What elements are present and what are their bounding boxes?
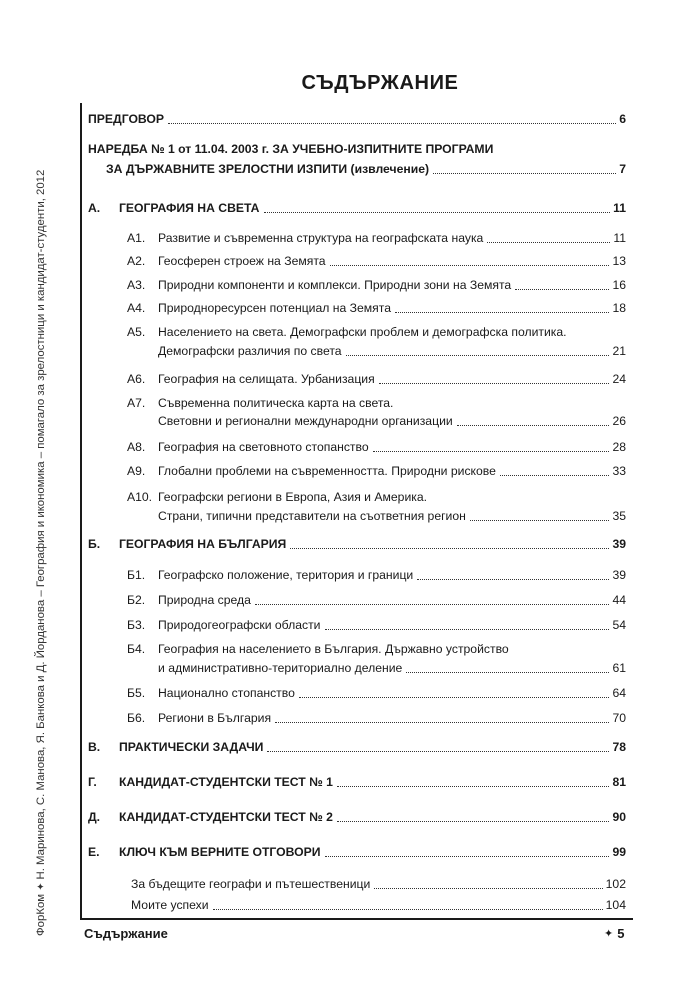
dot-leader bbox=[373, 451, 610, 452]
toc-item-a6[interactable] bbox=[127, 372, 626, 387]
dot-leader bbox=[374, 888, 602, 889]
toc-page-number: 90 bbox=[612, 810, 626, 824]
item-label: Глобални проблеми на съвременността. Природни рискове bbox=[158, 464, 496, 478]
toc-section-d[interactable] bbox=[88, 810, 626, 825]
publisher-name: ФорКом bbox=[35, 893, 47, 936]
toc-section-g[interactable] bbox=[88, 775, 626, 790]
toc-page-number: 81 bbox=[612, 775, 626, 789]
footer-page bbox=[604, 926, 624, 941]
item-label: География на световното стопанство bbox=[158, 440, 369, 454]
item-code: А3. bbox=[127, 278, 146, 292]
toc-page-number: 16 bbox=[612, 278, 626, 292]
dot-leader bbox=[330, 265, 610, 266]
frame-bottom-rule bbox=[80, 918, 633, 920]
toc-page-number: 104 bbox=[605, 898, 626, 912]
toc-page-number: 39 bbox=[612, 537, 626, 551]
item-code: А8. bbox=[127, 440, 146, 454]
section-letter: Д. bbox=[88, 810, 101, 824]
book-credits: Н. Маринова, С. Манова, Я. Банкова и Д. Йорданова – География и икономика – помагало за зрелостници и кандидат-студенти, 2012 bbox=[35, 169, 47, 880]
toc-item-b6[interactable] bbox=[127, 711, 626, 726]
section-label: ПРАКТИЧЕСКИ ЗАДАЧИ bbox=[119, 740, 264, 754]
dot-leader bbox=[487, 242, 610, 243]
section-letter: Б. bbox=[88, 537, 101, 551]
item-label: Географски региони в Европа, Азия и Америка. bbox=[158, 490, 428, 504]
item-label: Страни, типични представители на съответния регион bbox=[158, 509, 466, 523]
item-label: Географско положение, територия и граници bbox=[158, 568, 414, 582]
toc-page-number: 54 bbox=[612, 618, 626, 632]
item-code: А2. bbox=[127, 254, 146, 268]
dot-leader bbox=[299, 697, 610, 698]
dot-leader bbox=[337, 786, 610, 787]
toc-item-a5-first-line[interactable] bbox=[127, 325, 567, 340]
dot-leader bbox=[346, 355, 610, 356]
section-label: ГЕОГРАФИЯ НА СВЕТА bbox=[119, 201, 260, 215]
toc-page-number: 24 bbox=[612, 372, 626, 386]
toc-page-number: 11 bbox=[613, 201, 626, 215]
item-label: Съвременна политическа карта на света. bbox=[158, 396, 394, 410]
item-code: А5. bbox=[127, 325, 146, 339]
item-code: Б2. bbox=[127, 593, 146, 607]
toc-item-b5[interactable] bbox=[127, 686, 626, 701]
toc-page-number: 64 bbox=[612, 686, 626, 700]
toc-page-number: 102 bbox=[605, 877, 626, 891]
toc-item-a4[interactable] bbox=[127, 301, 626, 316]
item-code: А7. bbox=[127, 396, 146, 410]
dot-leader bbox=[406, 672, 609, 673]
item-label: и административно-териториално деление bbox=[158, 661, 403, 675]
dot-leader bbox=[290, 548, 609, 549]
dot-leader bbox=[267, 751, 609, 752]
toc-page-number: 21 bbox=[612, 344, 626, 358]
toc-page-number: 28 bbox=[612, 440, 626, 454]
toc-page-number: 99 bbox=[612, 845, 626, 859]
side-caption bbox=[31, 156, 51, 936]
toc-item-a10[interactable] bbox=[158, 509, 626, 524]
dot-leader bbox=[395, 312, 609, 313]
toc-entry-label: ЗА ДЪРЖАВНИТЕ ЗРЕЛОСТНИ ИЗПИТИ (извлечение) bbox=[106, 162, 430, 176]
item-label: Населението на света. Демографски проблем и демографска политика. bbox=[158, 325, 567, 339]
toc-page-number: 44 bbox=[612, 593, 626, 607]
dot-leader bbox=[168, 123, 616, 124]
section-label: КАНДИДАТ-СТУДЕНТСКИ ТЕСТ № 1 bbox=[119, 775, 333, 789]
toc-item-a10-first-line[interactable] bbox=[127, 490, 427, 505]
item-label: Развитие и съвременна структура на географската наука bbox=[158, 231, 484, 245]
item-label: Природноресурсен потенциал на Земята bbox=[158, 301, 391, 315]
item-code: А10. bbox=[127, 490, 153, 504]
toc-page-number: 18 bbox=[612, 301, 626, 315]
dot-leader bbox=[337, 821, 610, 822]
section-letter: Г. bbox=[88, 775, 97, 789]
footer-section-name: Съдържание bbox=[84, 926, 168, 941]
dot-leader bbox=[275, 722, 609, 723]
dot-leader bbox=[457, 425, 610, 426]
item-code: Б3. bbox=[127, 618, 146, 632]
item-label: Природни компоненти и комплекси. Природни зони на Земята bbox=[158, 278, 512, 292]
section-label: КЛЮЧ КЪМ ВЕРНИТЕ ОТГОВОРИ bbox=[119, 845, 321, 859]
item-label: Моите успехи bbox=[131, 898, 209, 912]
item-label: Световни и регионални международни организации bbox=[158, 414, 453, 428]
toc-item-a2[interactable] bbox=[127, 254, 626, 269]
toc-page-number: 61 bbox=[612, 661, 626, 675]
dot-leader bbox=[515, 289, 609, 290]
toc-page-number: 6 bbox=[619, 112, 626, 126]
toc-entry-ordinance-line1[interactable]: НАРЕДБА № 1 от 11.04. 2003 г. ЗА УЧЕБНО-ИЗПИТНИТЕ ПРОГРАМИ bbox=[88, 142, 494, 156]
toc-page-number: 7 bbox=[619, 162, 626, 176]
toc-page-number: 35 bbox=[612, 509, 626, 523]
toc-item-a7-first-line[interactable] bbox=[127, 396, 393, 411]
item-code: Б6. bbox=[127, 711, 146, 725]
item-label: География на селищата. Урбанизация bbox=[158, 372, 375, 386]
section-letter: Е. bbox=[88, 845, 100, 859]
footer-page-number: 5 bbox=[617, 926, 625, 941]
item-label: Национално стопанство bbox=[158, 686, 295, 700]
section-letter: В. bbox=[88, 740, 101, 754]
dot-leader bbox=[325, 629, 610, 630]
toc-page-number: 39 bbox=[612, 568, 626, 582]
item-label: Региони в България bbox=[158, 711, 272, 725]
item-label: Природогеографски области bbox=[158, 618, 321, 632]
dot-leader bbox=[264, 212, 611, 213]
toc-entry-ordinance[interactable] bbox=[106, 162, 626, 177]
page-title: СЪДЪРЖАНИЕ bbox=[301, 72, 459, 94]
toc-extra-my-successes[interactable] bbox=[131, 898, 626, 913]
toc-item-b1[interactable] bbox=[127, 568, 626, 583]
dot-leader bbox=[417, 579, 609, 580]
dot-leader bbox=[500, 475, 610, 476]
section-label: КАНДИДАТ-СТУДЕНТСКИ ТЕСТ № 2 bbox=[119, 810, 333, 824]
toc-page-number: 11 bbox=[613, 231, 626, 245]
item-code: А9. bbox=[127, 464, 146, 478]
dot-leader bbox=[213, 909, 603, 910]
toc-item-a8[interactable] bbox=[127, 440, 626, 455]
dot-leader bbox=[325, 856, 610, 857]
toc-page-number: 70 bbox=[612, 711, 626, 725]
toc-item-b2[interactable] bbox=[127, 593, 626, 608]
toc-extra-future-geographers[interactable] bbox=[131, 877, 626, 892]
toc-section-a[interactable] bbox=[88, 201, 626, 216]
toc-item-b4-first-line[interactable] bbox=[127, 642, 509, 657]
toc-section-v[interactable] bbox=[88, 740, 626, 755]
toc-item-b4[interactable] bbox=[158, 661, 626, 676]
toc-item-a7[interactable] bbox=[158, 414, 626, 429]
section-letter: А. bbox=[88, 201, 101, 215]
toc-item-a3[interactable] bbox=[127, 278, 626, 293]
item-label: Природна среда bbox=[158, 593, 251, 607]
item-code: А1. bbox=[127, 231, 146, 245]
item-code: Б5. bbox=[127, 686, 146, 700]
dot-leader bbox=[433, 173, 616, 174]
ornament-icon: ✦ bbox=[36, 879, 47, 891]
toc-page-number: 78 bbox=[612, 740, 626, 754]
dot-leader bbox=[255, 604, 610, 605]
ornament-icon: ✦ bbox=[604, 928, 614, 940]
toc-item-a5[interactable] bbox=[158, 344, 626, 359]
toc-section-e[interactable] bbox=[88, 845, 626, 860]
toc-item-a1[interactable] bbox=[127, 231, 626, 246]
dot-leader bbox=[470, 520, 610, 521]
toc-page-number: 26 bbox=[612, 414, 626, 428]
item-code: А4. bbox=[127, 301, 146, 315]
item-code: А6. bbox=[127, 372, 146, 386]
toc-entry-label: ПРЕДГОВОР bbox=[88, 112, 165, 126]
dot-leader bbox=[379, 383, 610, 384]
frame-left-rule bbox=[80, 103, 82, 920]
item-label: Геосферен строеж на Земята bbox=[158, 254, 326, 268]
toc-page-number: 13 bbox=[612, 254, 626, 268]
item-label: География на населението в България. Държавно устройство bbox=[158, 642, 509, 656]
toc-item-b3[interactable] bbox=[127, 618, 626, 633]
item-code: Б4. bbox=[127, 642, 146, 656]
toc-entry-preface[interactable] bbox=[88, 112, 626, 127]
item-label: За бъдещите географи и пътешественици bbox=[131, 877, 371, 891]
toc-page-number: 33 bbox=[612, 464, 626, 478]
item-label: Демографски различия по света bbox=[158, 344, 342, 358]
section-label: ГЕОГРАФИЯ НА БЪЛГАРИЯ bbox=[119, 537, 287, 551]
toc-item-a9[interactable] bbox=[127, 464, 626, 479]
toc-section-b[interactable] bbox=[88, 537, 626, 552]
item-code: Б1. bbox=[127, 568, 146, 582]
